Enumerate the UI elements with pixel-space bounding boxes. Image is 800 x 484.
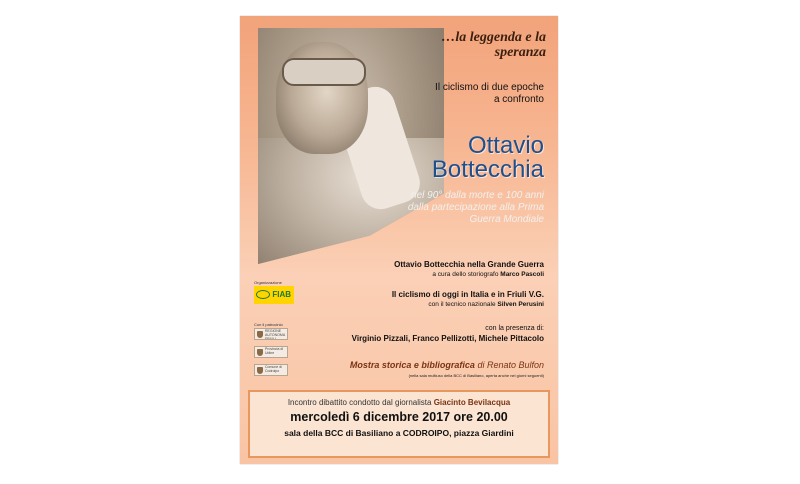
journalist-name: Giacinto Bevilacqua xyxy=(433,398,511,407)
fiab-text: FIAB xyxy=(272,290,291,299)
talk-1-title: Ottavio Bottecchia nella Grande Guerra xyxy=(394,260,544,269)
talk-1-by-prefix: a cura dello storiografo xyxy=(432,271,499,278)
event-poster xyxy=(240,16,558,464)
mostra-heading xyxy=(264,360,544,371)
fiab-logo xyxy=(254,286,294,304)
talk-2-by xyxy=(344,300,544,310)
talk-2-speaker: Silven Perusini xyxy=(497,301,544,308)
talk-1-speaker: Marco Pascoli xyxy=(500,271,544,278)
regione-text: REGIONE AUTONOMA FRIULI xyxy=(265,329,285,340)
regione-crest-icon xyxy=(257,331,263,338)
debate-prefix: Incontro dibattito condotto dal giornalista xyxy=(287,398,432,407)
udine-crest-icon xyxy=(257,349,263,356)
talk-1-by xyxy=(344,270,544,280)
udine-text: Provincia di Udine xyxy=(265,347,284,355)
organizer-label: Organizzazione xyxy=(254,280,282,285)
poster-tagline: …la leggenda e la speranza xyxy=(441,30,546,60)
presence-intro: con la presenza di: xyxy=(485,325,544,332)
talk-2-title: Il ciclismo di oggi in Italia e in Friuli V.G. xyxy=(391,290,544,299)
presence-block xyxy=(314,324,544,344)
event-info-box xyxy=(248,390,550,458)
event-location: sala della BCC di Basiliano a CODROIPO, piazza Giardini xyxy=(284,428,514,438)
presence-names: Virginio Pizzali, Franco Pellizotti, Michele Pittacolo xyxy=(351,334,544,343)
bicycle-icon xyxy=(256,290,270,299)
mostra-title: Mostra storica e bibliografica xyxy=(349,360,475,370)
mostra-note: (nella sala multiuso della BCC di Basiliano, aperta anche nei giorni seguenti) xyxy=(408,373,544,378)
mostra-author: di Renato Bulfon xyxy=(477,360,544,370)
talk-1 xyxy=(344,260,544,280)
support-label: Con il patrocinio xyxy=(254,322,283,327)
talk-2-by-prefix: con il tecnico nazionale xyxy=(428,301,496,308)
poster-subtitle: Il ciclismo di due epoche a confronto xyxy=(435,82,544,105)
regione-logo xyxy=(254,328,288,340)
talk-2 xyxy=(344,290,544,310)
udine-logo xyxy=(254,346,288,358)
comune-text: Comune di Codroipo xyxy=(265,365,282,373)
event-date: mercoledì 6 dicembre 2017 ore 20.00 xyxy=(290,410,508,424)
poster-name: Ottavio Bottecchia xyxy=(431,132,544,183)
anniversary-text: nel 90° dalla morte e 100 anni dalla partecipazione alla Prima Guerra Mondiale xyxy=(407,190,544,225)
debate-line xyxy=(250,398,548,407)
comune-crest-icon xyxy=(257,367,263,374)
photo-goggles xyxy=(282,58,366,86)
